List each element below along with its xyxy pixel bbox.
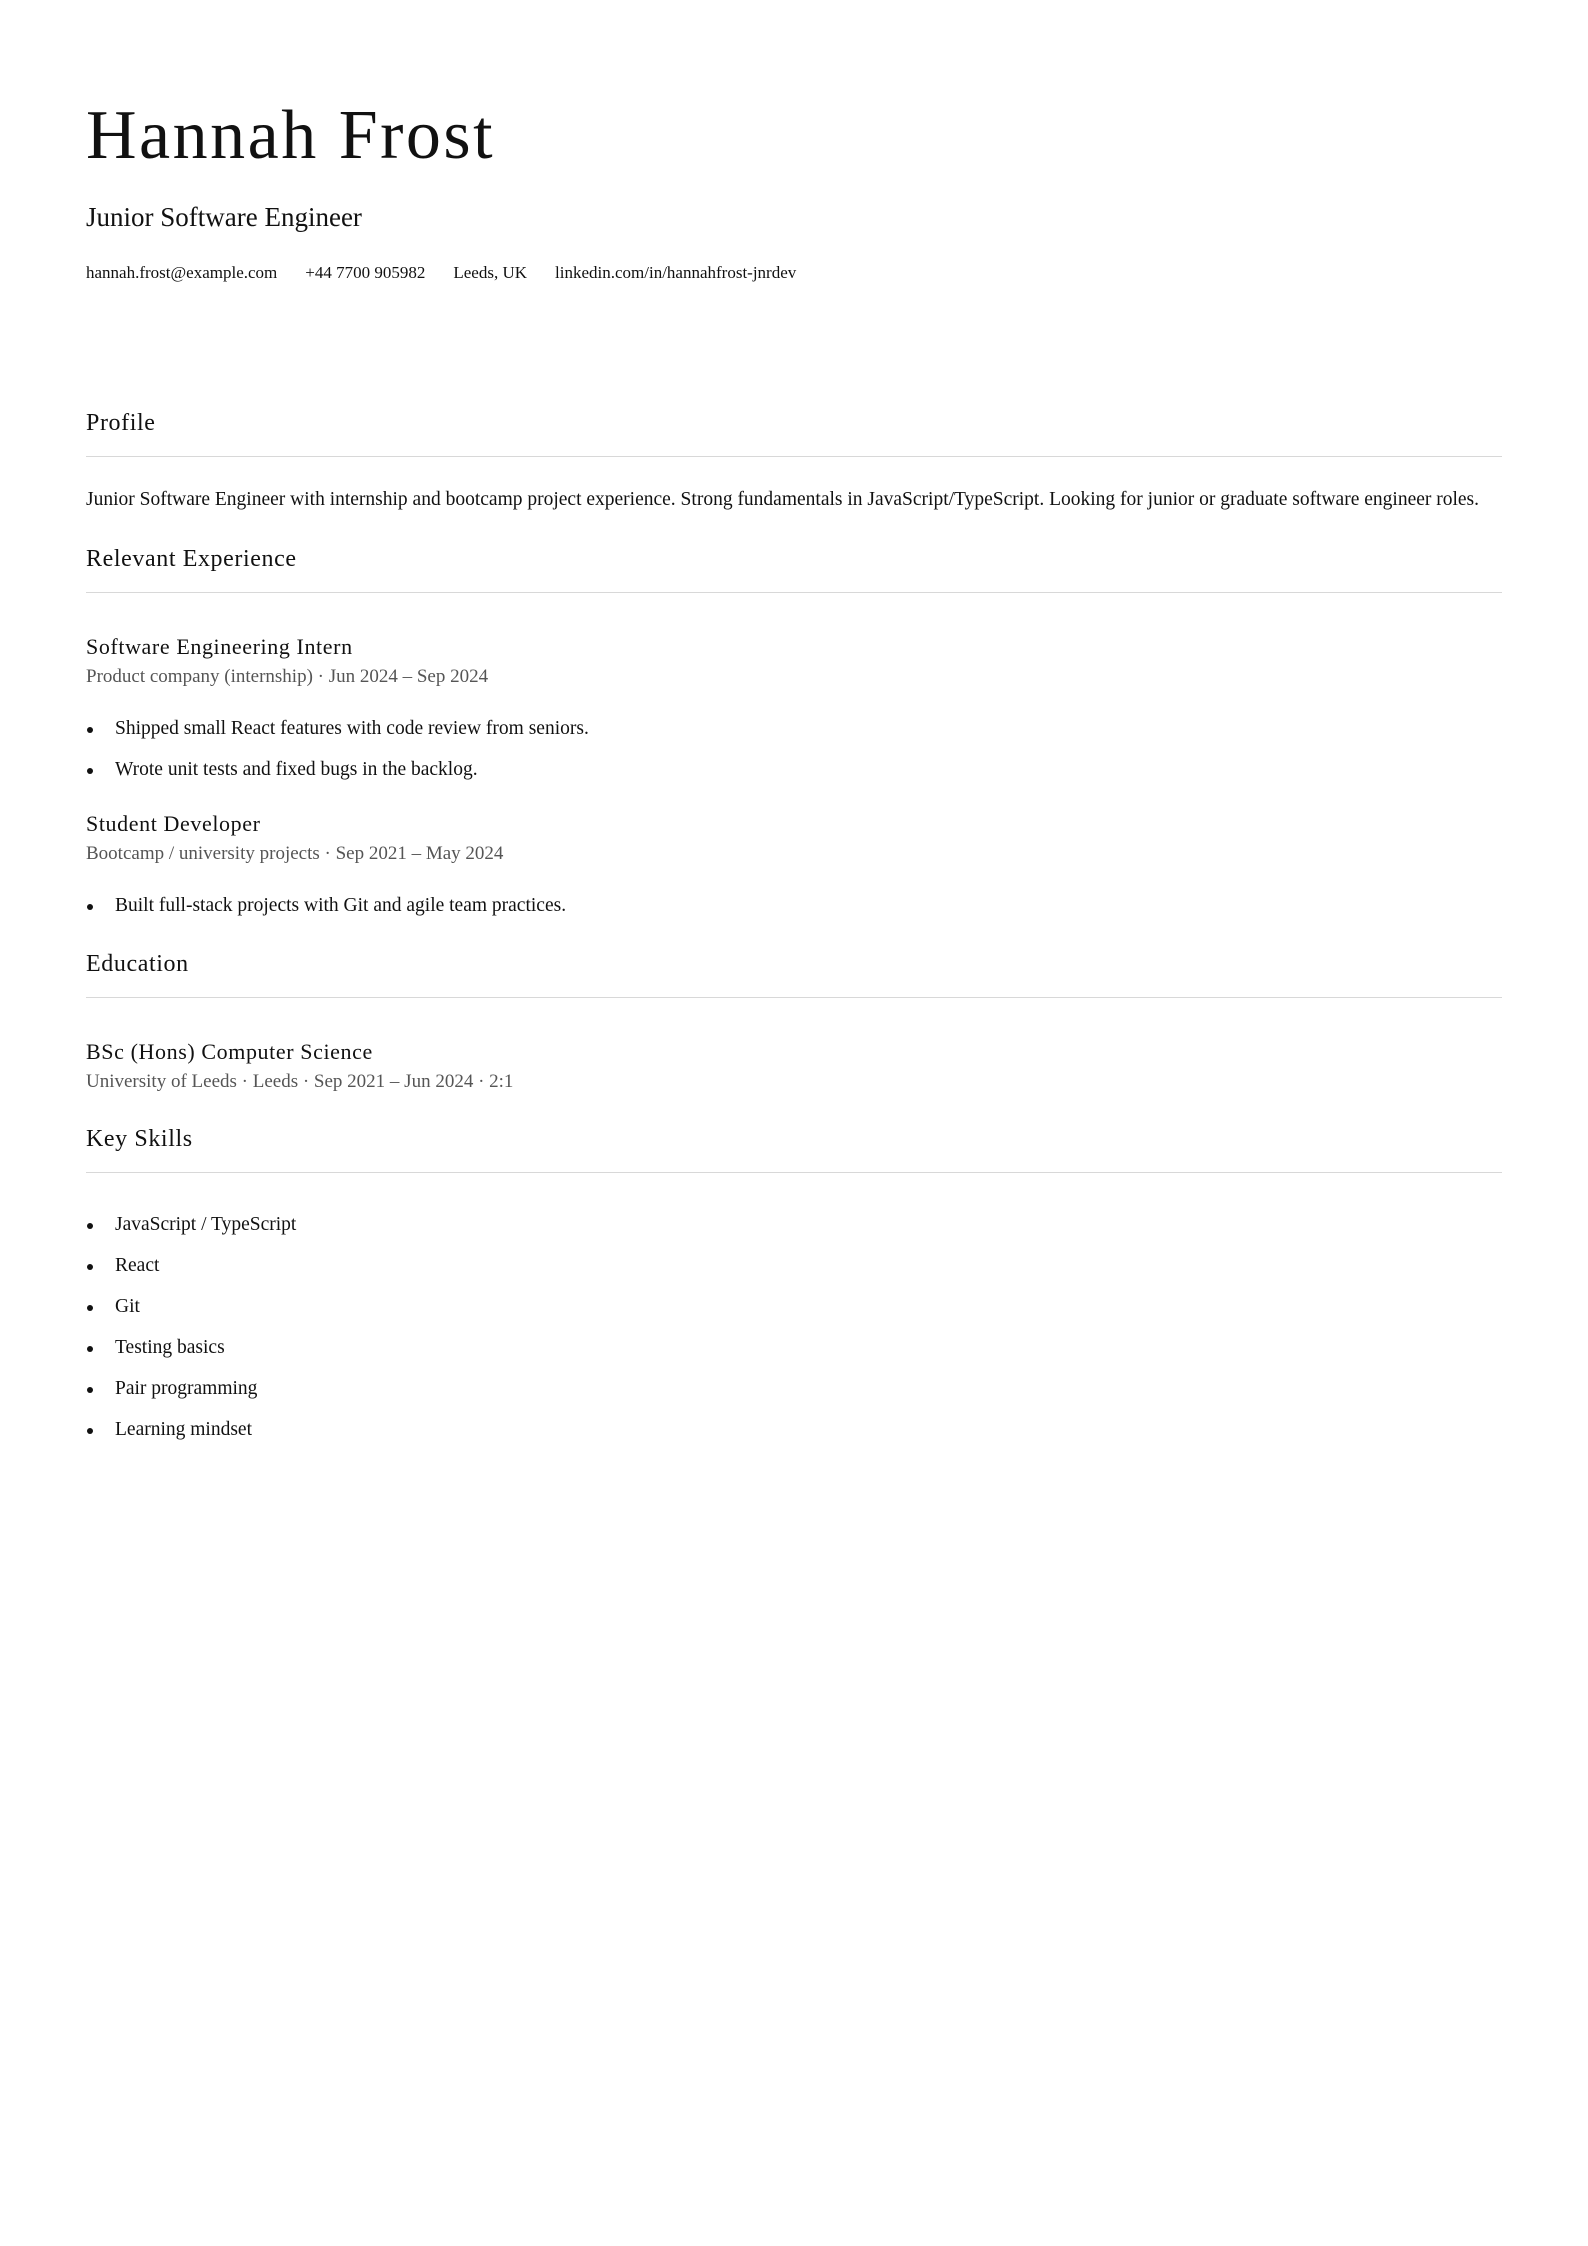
skill-item: Git [86, 1293, 1502, 1321]
job-bullets [86, 715, 1502, 784]
profile-heading: Profile [86, 408, 1502, 457]
skill-item: JavaScript / TypeScript [86, 1211, 1502, 1239]
skill-item: Testing basics [86, 1334, 1502, 1362]
contact-location: Leeds, UK [453, 263, 528, 282]
job-title: Software Engineering Intern [86, 634, 353, 659]
skills-list [86, 1211, 1502, 1444]
skills-heading: Key Skills [86, 1124, 1502, 1173]
skill-item: Learning mindset [86, 1416, 1502, 1444]
degree-title: BSc (Hons) Computer Science [86, 1039, 373, 1064]
skill-item: React [86, 1252, 1502, 1280]
experience-section [86, 544, 1502, 920]
education-meta: University of Leeds · Leeds · Sep 2021 – Jun 2024 · 2:1 [86, 1071, 514, 1092]
job-bullet: Built full-stack projects with Git and agile team practices. [86, 892, 1502, 920]
contact-linkedin[interactable]: linkedin.com/in/hannahfrost-jnrdev [555, 263, 797, 282]
resume-header [86, 0, 1502, 284]
profile-summary: Junior Software Engineer with internship and bootcamp project experience. Strong fundamentals in JavaScript/TypeScript. Looking for junior or graduate software engineer roles. [86, 489, 1480, 510]
candidate-role: Junior Software Engineer [86, 202, 362, 232]
job-entry [86, 633, 1502, 784]
contact-email[interactable]: hannah.frost@example.com [86, 263, 278, 282]
job-bullets [86, 892, 1502, 920]
job-bullet: Wrote unit tests and fixed bugs in the backlog. [86, 756, 1502, 784]
candidate-name: Hannah Frost [86, 97, 496, 174]
contact-phone[interactable]: +44 7700 905982 [305, 263, 426, 282]
education-section [86, 949, 1502, 1095]
skill-item: Pair programming [86, 1375, 1502, 1403]
experience-heading: Relevant Experience [86, 544, 1502, 593]
skills-section [86, 1124, 1502, 1444]
job-entry [86, 810, 1502, 920]
contact-line [86, 262, 1502, 284]
job-meta: Product company (internship) · Jun 2024 – Sep 2024 [86, 666, 489, 687]
profile-section [86, 408, 1502, 516]
education-entry [86, 1038, 1502, 1095]
job-title: Student Developer [86, 811, 261, 836]
job-bullet: Shipped small React features with code review from seniors. [86, 715, 1502, 743]
job-meta: Bootcamp / university projects · Sep 2021 – May 2024 [86, 843, 504, 864]
education-heading: Education [86, 949, 1502, 998]
